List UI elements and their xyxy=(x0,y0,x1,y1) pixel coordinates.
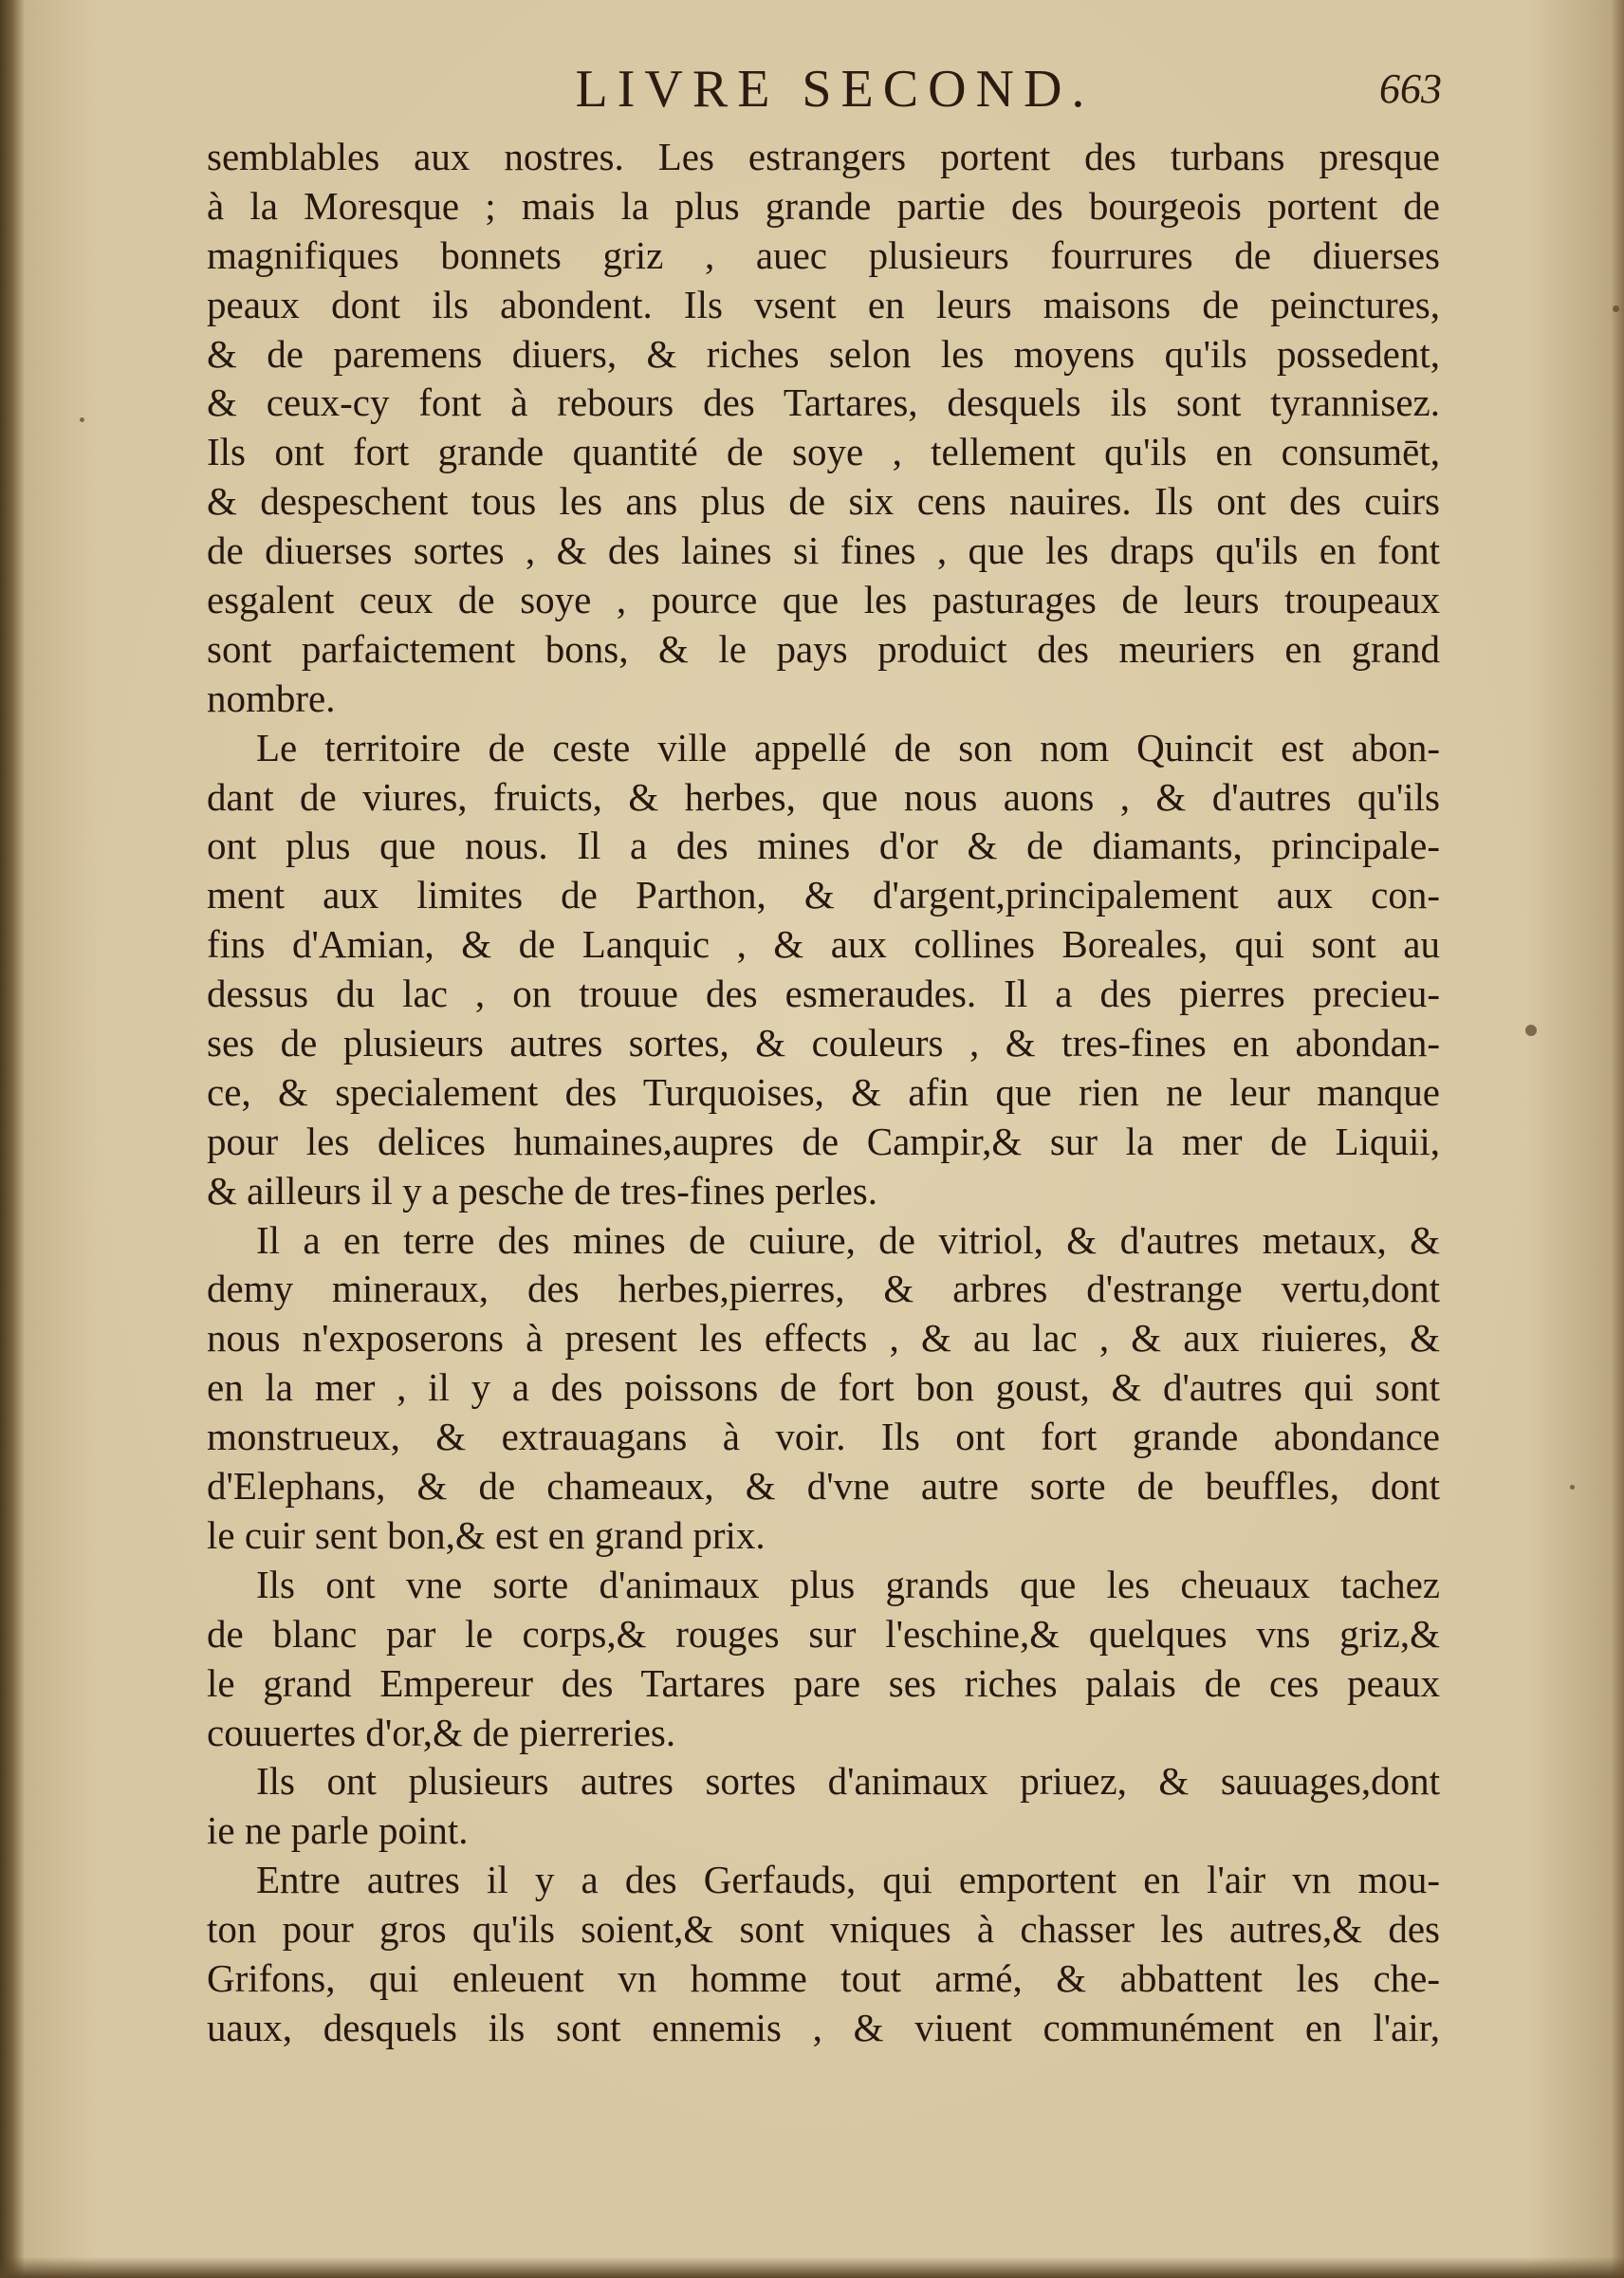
text-line: peaux dont ils abondent. Ils vsent en leurs maisons de peinctures, xyxy=(207,282,1440,326)
text-line: le cuir sent bon,& est en grand prix. xyxy=(207,1512,766,1557)
text-line: ont plus que nous. Il a des mines d'or & de diamants, principale- xyxy=(207,824,1440,868)
binding-shadow xyxy=(0,0,25,2278)
paragraph-first-line: Il a en terre des mines de cuiure, de vitriol, & d'autres metaux, & xyxy=(256,1217,1440,1262)
paragraph-first-line: Ils ont plusieurs autres sortes d'animaux priuez, & sauuages,dont xyxy=(256,1759,1440,1804)
text-line: en la mer , il y a des poissons de fort bon goust, & d'autres qui sont xyxy=(207,1365,1440,1410)
text-line: d'Elephans, & de chameaux, & d'vne autre sorte de beuffles, dont xyxy=(207,1464,1440,1509)
text-line: nous n'exposerons à present les effects , & au lac , & aux riuieres, & xyxy=(207,1316,1440,1361)
text-line: semblables aux nostres. Les estrangers portent des turbans presque xyxy=(207,135,1440,178)
ink-spot xyxy=(1570,1485,1575,1490)
text-line: & despeschent tous les ans plus de six cens nauires. Ils ont des cuirs xyxy=(207,479,1440,524)
ink-spot xyxy=(1525,1025,1537,1036)
text-line: magnifiques bonnets griz , auec plusieurs fourrures de diuerses xyxy=(207,232,1440,277)
text-line: ton pour gros qu'ils soient,& sont vniques à chasser les autres,& des xyxy=(207,1907,1440,1952)
text-line: ce, & specialement des Turquoises, & afin que rien ne leur manque xyxy=(207,1069,1440,1114)
ink-spot xyxy=(1613,306,1619,312)
text-line: à la Moresque ; mais la plus grande partie des bourgeois portent de xyxy=(207,183,1440,228)
page-header xyxy=(228,59,1442,125)
text-line: & ailleurs il y a pesche de tres-fines perles. xyxy=(207,1168,877,1213)
paragraph-first-line: Entre autres il y a des Gerfauds, qui emportent en l'air vn mou- xyxy=(256,1858,1440,1902)
text-line: & de paremens diuers, & riches selon les moyens qu'ils possedent, xyxy=(207,331,1440,376)
text-line: ie ne parle point. xyxy=(207,1808,469,1853)
text-line: Grifons, qui enleuent vn homme tout armé, & abbattent les che- xyxy=(207,1955,1440,2000)
body-text xyxy=(207,133,1440,2053)
text-line: monstrueux, & extrauagans à voir. Ils ont fort grande abondance xyxy=(207,1415,1440,1459)
page-edge-right xyxy=(1611,0,1624,2278)
text-line: le grand Empereur des Tartares pare ses riches palais de ces peaux xyxy=(207,1660,1440,1705)
text-line: esgalent ceux de soye , pource que les pasturages de leurs troupeaux xyxy=(207,578,1440,622)
text-line: couuertes d'or,& de pierreries. xyxy=(207,1710,676,1754)
paragraph-first-line: Le territoire de ceste ville appellé de son nom Quincit est abon- xyxy=(256,725,1440,769)
text-line: fins d'Amian, & de Lanquic , & aux collines Boreales, qui sont au xyxy=(207,922,1440,967)
text-line: demy mineraux, des herbes,pierres, & arbres d'estrange vertu,dont xyxy=(207,1267,1440,1311)
page-edge-bottom xyxy=(0,2257,1624,2278)
text-line: sont parfaictement bons, & le pays produict des meuriers en grand xyxy=(207,626,1440,671)
text-line: nombre. xyxy=(207,676,336,720)
text-line: dessus du lac , on trouue des esmeraudes. Il a des pierres precieu- xyxy=(207,972,1440,1016)
text-line: de diuerses sortes , & des laines si fines , que les draps qu'ils en font xyxy=(207,528,1440,573)
text-line: de blanc par le corps,& rouges sur l'eschine,& quelques vns griz,& xyxy=(207,1611,1440,1656)
page-number: 663 xyxy=(1379,65,1442,112)
text-line: pour les delices humaines,aupres de Campir,& sur la mer de Liquii, xyxy=(207,1119,1440,1163)
text-line: Ils ont fort grande quantité de soye , tellement qu'ils en consumēt, xyxy=(207,430,1440,474)
text-line: dant de viures, fruicts, & herbes, que nous auons , & d'autres qu'ils xyxy=(207,774,1440,819)
text-line: uaux, desquels ils sont ennemis , & viuent communément en l'air, xyxy=(207,2005,1440,2049)
paragraph-first-line: Ils ont vne sorte d'animaux plus grands que les cheuaux tachez xyxy=(256,1562,1440,1606)
text-line: & ceux-cy font à rebours des Tartares, desquels ils sont tyrannisez. xyxy=(207,380,1440,425)
text-line: ment aux limites de Parthon, & d'argent,principalement aux con- xyxy=(207,873,1440,917)
running-title: LIVRE SECOND. xyxy=(575,60,1095,119)
ink-spot xyxy=(80,417,84,422)
text-line: ses de plusieurs autres sortes, & couleurs , & tres-fines en abondan- xyxy=(207,1021,1440,1065)
